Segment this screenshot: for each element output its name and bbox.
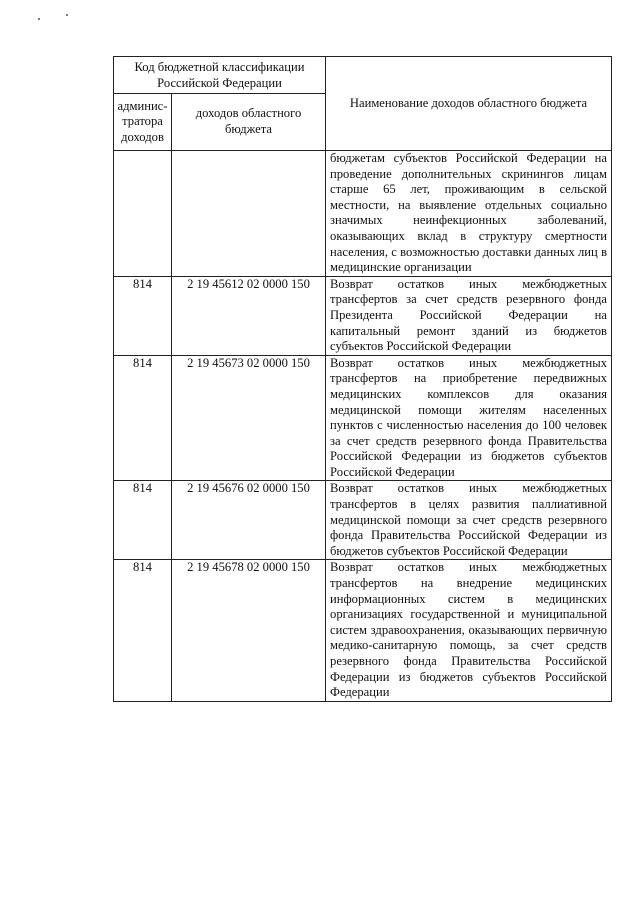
income-code-cell: 2 19 45676 02 0000 150 [172, 481, 326, 560]
income-name-cell: Возврат остатков иных межбюджетных трансфертов на внедрение медицинских информационных систем в медицинских организациях государственной и муниципальной систем здравоохранения, оказывающих первичную медико-санитарную помощь, за счет средств резервного фонда Правительства Российской Федерации из бюджетов субъектов Российской Федерации [326, 560, 612, 701]
budget-classification-table [113, 56, 612, 702]
income-code-cell [172, 151, 326, 277]
table-row [114, 151, 612, 277]
income-name-cell: бюджетам субъектов Российской Федерации на проведение дополнительных скринингов лицам старше 65 лет, проживающим в сельской местности, на выявление отдельных социально значимых неинфекционных заболеваний, оказывающих вклад в структуру смертности населения, с возможностью доставки данных лиц в медицинские организации [326, 151, 612, 277]
income-code-cell: 2 19 45678 02 0000 150 [172, 560, 326, 701]
table-row [114, 276, 612, 355]
header-name-column: Наименование доходов областного бюджета [326, 57, 612, 151]
income-code-cell: 2 19 45612 02 0000 150 [172, 276, 326, 355]
admin-code-cell: 814 [114, 276, 172, 355]
scan-speck [38, 18, 40, 20]
header-admin-column: админис-тратора доходов [114, 94, 172, 151]
table-row [114, 355, 612, 481]
income-name-cell: Возврат остатков иных межбюджетных трансфертов в целях развития паллиативной медицинской помощи за счет средств резервного фонда Правительства Российской Федерации из бюджетов субъектов Российской Федерации [326, 481, 612, 560]
admin-code-cell: 814 [114, 481, 172, 560]
header-code-group: Код бюджетной классификации Российской Федерации [114, 57, 326, 94]
income-name-cell: Возврат остатков иных межбюджетных трансфертов на приобретение передвижных медицинских комплексов для оказания медицинской помощи жителям населенных пунктов с численностью населения до 100 человек за счет средств резервного фонда Правительства Российской Федерации из бюджетов субъектов Российской Федерации [326, 355, 612, 481]
scan-speck [66, 14, 68, 16]
table-row [114, 481, 612, 560]
admin-code-cell: 814 [114, 355, 172, 481]
income-name-cell: Возврат остатков иных межбюджетных трансфертов за счет средств резервного фонда Президента Российской Федерации на капитальный ремонт зданий из бюджетов субъектов Российской Федерации [326, 276, 612, 355]
table-row [114, 560, 612, 701]
header-income-column: доходов областного бюджета [172, 94, 326, 151]
admin-code-cell: 814 [114, 560, 172, 701]
admin-code-cell [114, 151, 172, 277]
income-code-cell: 2 19 45673 02 0000 150 [172, 355, 326, 481]
